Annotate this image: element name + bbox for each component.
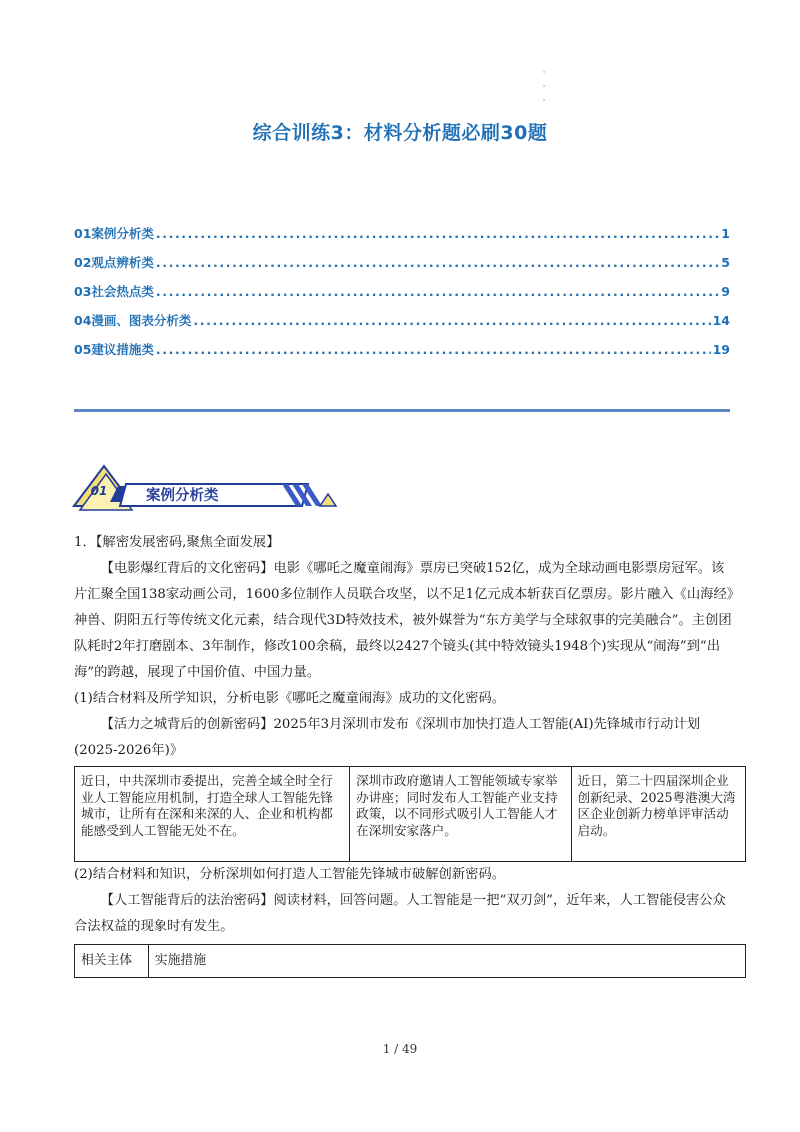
banner-end-triangle bbox=[320, 494, 336, 506]
section-label: 案例分析类 bbox=[146, 488, 219, 504]
toc-label: 04漫画、图表分析类 bbox=[74, 313, 192, 328]
table-of-contents bbox=[74, 224, 730, 369]
toc-label: 03社会热点类 bbox=[74, 284, 154, 299]
page-number: 1 / 49 bbox=[382, 1042, 418, 1056]
toc-entry[interactable] bbox=[74, 340, 730, 369]
table-header-cell: 实施措施 bbox=[148, 945, 745, 978]
toc-page: 19 bbox=[712, 342, 730, 357]
toc-leader bbox=[193, 313, 710, 328]
toc-page: 14 bbox=[712, 313, 730, 328]
question-body bbox=[74, 530, 734, 978]
section-number: 01 bbox=[90, 484, 108, 498]
toc-leader bbox=[156, 342, 711, 357]
material-table bbox=[74, 766, 746, 862]
material-paragraph: 【活力之城背后的创新密码】2025年3月深圳市发布《深圳市加快打造人工智能(AI)先锋城市行动计划(2025-2026年)》 bbox=[74, 717, 700, 758]
toc-entry[interactable] bbox=[74, 311, 730, 340]
toc-entry[interactable] bbox=[74, 224, 730, 253]
table-header-cell: 相关主体 bbox=[75, 945, 149, 978]
table-cell: 近日，第二十四届深圳企业创新纪录、2025粤港澳大湾区企业创新力榜单评审活动启动。 bbox=[571, 767, 745, 862]
table-cell: 深圳市政府邀请人工智能领域专家举办讲座；同时发布人工智能产业支持政策，以不同形式吸引人工智能人才在深圳安家落户。 bbox=[350, 767, 571, 862]
document-title: 综合训练3：材料分析题必刷30题 bbox=[252, 122, 548, 144]
toc-leader bbox=[156, 226, 719, 241]
toc-page: 5 bbox=[721, 255, 730, 270]
toc-label: 02观点辨析类 bbox=[74, 255, 154, 270]
table-cell: 近日，中共深圳市委提出，完善全域全时全行业人工智能应用机制，打造全球人工智能先锋城市，让所有在深和来深的人、企业和机构都能感受到人工智能无处不在。 bbox=[75, 767, 350, 862]
sub-question: (1)结合材料及所学知识，分析电影《哪吒之魔童闹海》成功的文化密码。 bbox=[74, 691, 506, 706]
sub-question: (2)结合材料和知识，分析深圳如何打造人工智能先锋城市破解创新密码。 bbox=[74, 867, 506, 882]
toc-label: 01案例分析类 bbox=[74, 226, 154, 241]
toc-leader bbox=[156, 284, 719, 299]
question-heading: 1．【解密发展密码,聚焦全面发展】 bbox=[74, 535, 280, 550]
toc-entry[interactable] bbox=[74, 253, 730, 282]
toc-page: 9 bbox=[721, 284, 730, 299]
material-paragraph: 【人工智能背后的法治密码】阅读材料，回答问题。人工智能是一把“双刃剑”，近年来，人工智能侵害公众合法权益的现象时有发生。 bbox=[74, 893, 726, 934]
measures-table bbox=[74, 944, 746, 978]
section-divider bbox=[74, 409, 730, 412]
toc-label: 05建议措施类 bbox=[74, 342, 154, 357]
toc-page: 1 bbox=[721, 226, 730, 241]
material-paragraph: 【电影爆红背后的文化密码】电影《哪吒之魔童闹海》票房已突破152亿，成为全球动画电影票房冠军。该片汇聚全国138家动画公司，1600多位制作人员联合攻坚，以不足1亿元成本斩获百亿票房。影片融入《山海经》神兽、阴阳五行等传统文化元素，结合现代3D特效技术，被外媒誉为“东方美学与全球叙事的完美融合”。主创团队耗时2年打磨剧本、3年制作，修改100余稿，最终以2427个镜头(其中特效镜头1948个)实现从“闹海”到“出海”的跨越，展现了中国价值、中国力量。 bbox=[74, 561, 734, 680]
toc-entry[interactable] bbox=[74, 282, 730, 311]
header-dots: · · · bbox=[542, 68, 546, 106]
toc-leader bbox=[156, 255, 719, 270]
